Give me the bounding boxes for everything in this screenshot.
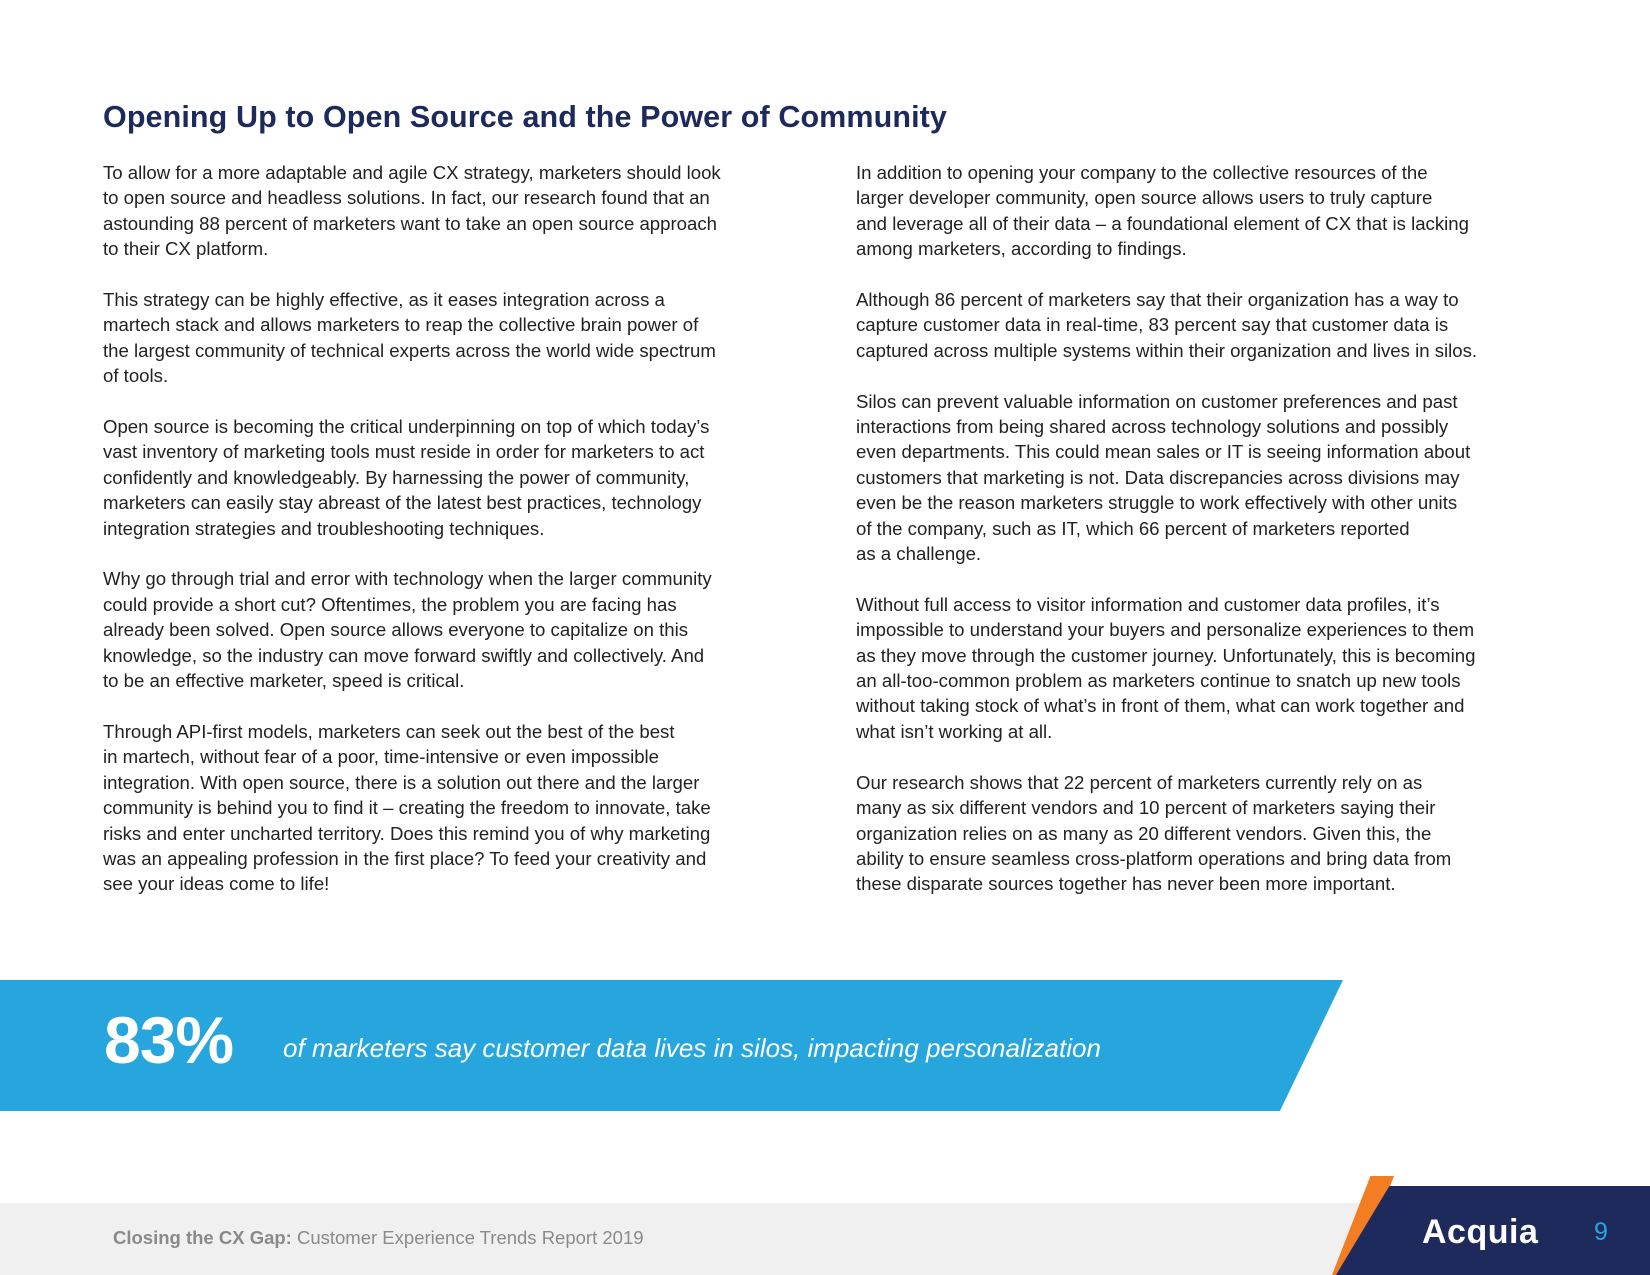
acquia-logo: Acquia — [1422, 1213, 1539, 1251]
paragraph-line: was an appealing profession in the first place? To feed your creativity and — [103, 847, 707, 869]
paragraph — [856, 287, 1556, 363]
paragraph-line: what isn’t working at all. — [856, 720, 1053, 742]
paragraph-line: martech stack and allows marketers to reap the collective brain power of — [103, 314, 699, 336]
paragraph — [103, 287, 803, 389]
paragraph-line: larger developer community, open source allows users to truly capture — [856, 187, 1433, 209]
paragraph-line: interactions from being shared across technology solutions and possibly — [856, 416, 1449, 438]
paragraph-line: vast inventory of marketing tools must reside in order for marketers to act — [103, 441, 705, 463]
paragraph — [856, 592, 1556, 744]
paragraph-line: already been solved. Open source allows everyone to capitalize on this — [103, 619, 689, 641]
paragraph-line: these disparate sources together has never been more important. — [856, 873, 1396, 895]
paragraph — [103, 160, 803, 262]
footer-report-bold: Closing the CX Gap: — [113, 1227, 292, 1248]
paragraph-line: as a challenge. — [856, 543, 982, 565]
paragraph-line: of tools. — [103, 365, 169, 387]
paragraph-line: In addition to opening your company to the collective resources of the — [856, 162, 1428, 183]
paragraph-line: Why go through trial and error with technology when the larger community — [103, 568, 712, 590]
paragraph — [103, 719, 803, 897]
paragraph-line: Silos can prevent valuable information on customer preferences and past — [856, 390, 1458, 412]
paragraph-line: organization relies on as many as 20 different vendors. Given this, the — [856, 822, 1432, 844]
paragraph-line: community is behind you to find it – creating the freedom to innovate, take — [103, 797, 711, 819]
paragraph-line: an all-too-common problem as marketers continue to snatch up new tools — [856, 670, 1461, 692]
paragraph-line: to their CX platform. — [103, 238, 269, 260]
paragraph-line: integration. With open source, there is a solution out there and the larger — [103, 771, 700, 793]
paragraph-line: to open source and headless solutions. In fact, our research found that an — [103, 187, 710, 209]
paragraph-line: Although 86 percent of marketers say that their organization has a way to — [856, 289, 1459, 311]
paragraph — [103, 566, 803, 693]
paragraph-line: This strategy can be highly effective, as it eases integration across a — [103, 289, 665, 311]
paragraph-line: and leverage all of their data – a foundational element of CX that is lacking — [856, 212, 1469, 234]
paragraph-line: integration strategies and troubleshooting techniques. — [103, 517, 545, 539]
paragraph-line: in martech, without fear of a poor, time-intensive or even impossible — [103, 746, 660, 768]
paragraph-line: even departments. This could mean sales or IT is seeing information about — [856, 441, 1471, 463]
paragraph-line: customers that marketing is not. Data discrepancies across divisions may — [856, 466, 1460, 488]
paragraph-line: Our research shows that 22 percent of marketers currently rely on as — [856, 771, 1423, 793]
right-column — [856, 160, 1556, 922]
footer-report-title — [113, 1226, 644, 1250]
paragraph-line: confidently and knowledgeably. By harnessing the power of community, — [103, 466, 690, 488]
paragraph-line: the largest community of technical experts across the world wide spectrum — [103, 339, 716, 361]
paragraph — [856, 389, 1556, 567]
left-column — [103, 160, 803, 922]
paragraph-line: knowledge, so the industry can move forward swiftly and collectively. And — [103, 644, 705, 666]
paragraph — [103, 414, 803, 541]
paragraph-line: Through API-first models, marketers can seek out the best of the best — [103, 720, 675, 742]
paragraph-line: many as six different vendors and 10 percent of marketers saying their — [856, 797, 1436, 819]
paragraph-line: Without full access to visitor information and customer data profiles, it’s — [856, 593, 1440, 615]
paragraph-line: could provide a short cut? Oftentimes, the problem you are facing has — [103, 593, 677, 615]
paragraph-line: without taking stock of what’s in front of them, what can work together and — [856, 695, 1465, 717]
paragraph-line: impossible to understand your buyers and personalize experiences to them — [856, 619, 1475, 641]
paragraph-line: ability to ensure seamless cross-platform operations and bring data from — [856, 847, 1452, 869]
page-title: Opening Up to Open Source and the Power of Community — [103, 100, 947, 134]
paragraph-line: capture customer data in real-time, 83 percent say that customer data is — [856, 314, 1449, 336]
paragraph — [856, 160, 1556, 262]
paragraph-line: see your ideas come to life! — [103, 873, 330, 895]
paragraph-line: marketers can easily stay abreast of the latest best practices, technology — [103, 492, 702, 514]
paragraph-line: astounding 88 percent of marketers want to take an open source approach — [103, 212, 717, 234]
paragraph-line: To allow for a more adaptable and agile CX strategy, marketers should look — [103, 162, 721, 183]
paragraph-line: of the company, such as IT, which 66 percent of marketers reported — [856, 517, 1410, 539]
footer-report-rest: Customer Experience Trends Report 2019 — [291, 1227, 644, 1248]
paragraph-line: Open source is becoming the critical underpinning on top of which today’s — [103, 416, 710, 438]
paragraph-line: as they move through the customer journey. Unfortunately, this is becoming — [856, 644, 1476, 666]
callout-text: of marketers say customer data lives in silos, impacting personalization — [283, 1033, 1101, 1063]
paragraph — [856, 770, 1556, 897]
paragraph-line: even be the reason marketers struggle to work effectively with other units — [856, 492, 1458, 514]
paragraph-line: to be an effective marketer, speed is critical. — [103, 670, 465, 692]
paragraph-line: captured across multiple systems within their organization and lives in silos. — [856, 339, 1478, 361]
callout-stat: 83% — [104, 1003, 234, 1077]
paragraph-line: risks and enter uncharted territory. Does this remind you of why marketing — [103, 822, 711, 844]
page-number: 9 — [1594, 1218, 1608, 1246]
paragraph-line: among marketers, according to findings. — [856, 238, 1187, 260]
